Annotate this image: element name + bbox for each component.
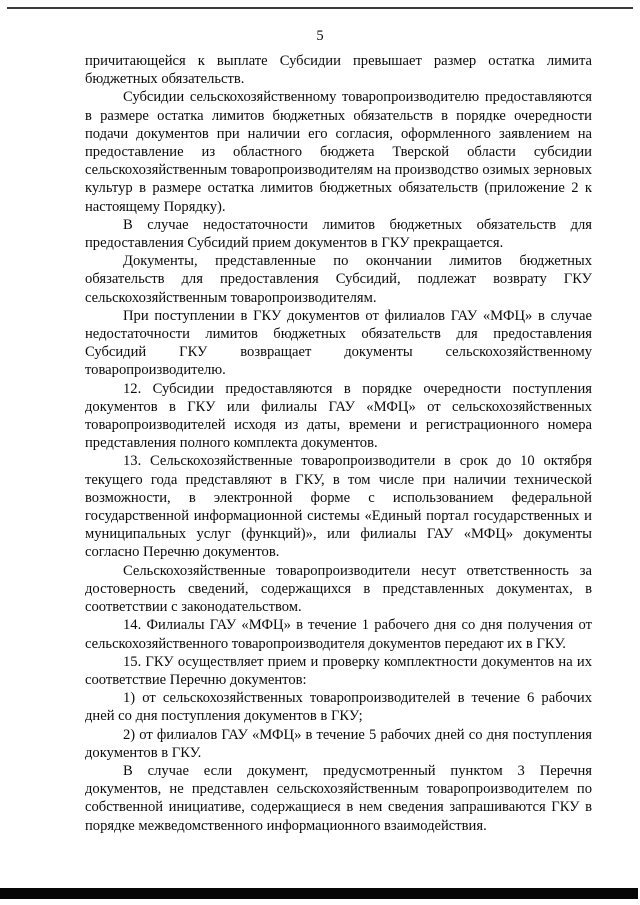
paragraph: 1) от сельскохозяйственных товаропроизводителей в течение 6 рабочих дней со дня поступления документов в ГКУ; (85, 690, 592, 725)
paragraph: Документы, представленные по окончании лимитов бюджетных обязательств для предоставления Субсидий, подлежат возврату ГКУ сельскохозяйственным товаропроизводителям. (85, 253, 592, 306)
paragraph: 15. ГКУ осуществляет прием и проверку комплектности документов на их соответствие Перечню документов: (85, 653, 592, 688)
paragraph: Субсидии сельскохозяйственному товаропроизводителю предоставляются в размере остатка лимитов бюджетных обязательств в порядке очередности подачи документов при наличии его согласия, оформленного заявлением на предоставление из областного бюджета Тверской области субсидии сельскохозяйственным товаропроизводителям на производство озимых зерновых культур в размере остатка лимитов бюджетных обязательств (приложение 2 к настоящему Порядку). (85, 89, 592, 215)
paragraph: 12. Субсидии предоставляются в порядке очередности поступления документов в ГКУ или филиалы ГАУ «МФЦ» от сельскохозяйственных товаропроизводителей исходя из даты, времени и регистрационного номера представления полного комплекта документов. (85, 380, 592, 452)
page-content (85, 52, 592, 835)
paragraph: В случае недостаточности лимитов бюджетных обязательств для предоставления Субсидий прием документов в ГКУ прекращается. (85, 216, 592, 252)
page-top-border (7, 7, 633, 9)
page-bottom-border (0, 888, 638, 899)
page-number: 5 (316, 28, 324, 44)
paragraph: 13. Сельскохозяйственные товаропроизводители в срок до 10 октября текущего года представляют в ГКУ, в том числе при наличии технической возможности, в электронной форме с использованием федеральной государственной информационной системы «Единый портал государственных и муниципальных услуг (функций)», или филиалы ГАУ «МФЦ» документы согласно Перечню документов. (85, 453, 592, 561)
paragraph: 14. Филиалы ГАУ «МФЦ» в течение 1 рабочего дня со дня получения от сельскохозяйственного товаропроизводителя документов передают их в ГКУ. (85, 617, 592, 652)
paragraph: причитающейся к выплате Субсидии превышает размер остатка лимита бюджетных обязательств. (85, 53, 592, 88)
paragraph: При поступлении в ГКУ документов от филиалов ГАУ «МФЦ» в случае недостаточности лимитов бюджетных обязательств для предоставления Субсидий ГКУ возвращает документы сельскохозяйственному товаропроизводителю. (85, 307, 592, 379)
paragraph: 2) от филиалов ГАУ «МФЦ» в течение 5 рабочих дней со дня поступления документов в ГКУ. (85, 726, 592, 761)
paragraph: Сельскохозяйственные товаропроизводители несут ответственность за достоверность сведений, содержащихся в представленных документах, в соответствии с законодательством. (85, 562, 592, 616)
paragraph: В случае если документ, предусмотренный пунктом 3 Перечня документов, не представлен сельскохозяйственным товаропроизводителем по собственной инициативе, содержащиеся в нем сведения запрашиваются ГКУ в порядке межведомственного информационного взаимодействия. (85, 762, 592, 834)
